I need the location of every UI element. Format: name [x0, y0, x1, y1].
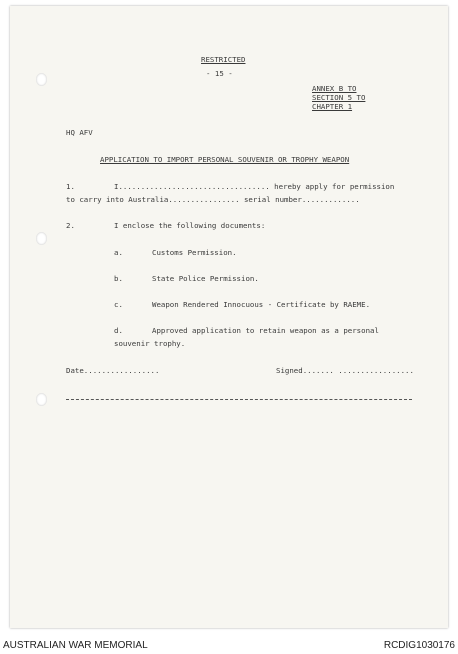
para-1-number: 1.: [66, 182, 75, 191]
page-number: - 15 -: [206, 69, 233, 78]
punch-hole: [36, 73, 47, 86]
signed-line: Signed....... .................: [276, 366, 414, 375]
divider-line: [66, 399, 412, 400]
item-a-letter: a.: [114, 248, 123, 257]
classification-marking: RESTRICTED: [201, 55, 246, 64]
para-1-line-2: to carry into Australia................ serial number.............: [66, 195, 360, 204]
item-b-text: State Police Permission.: [152, 274, 259, 283]
archive-credit: AUSTRALIAN WAR MEMORIAL: [3, 640, 148, 651]
item-d-text-continued: souvenir trophy.: [114, 339, 186, 348]
date-line: Date.................: [66, 366, 160, 375]
addressee: HQ AFV: [66, 128, 93, 137]
item-b-letter: b.: [114, 274, 123, 283]
document-page: [10, 6, 448, 628]
para-1-line-1: I.................................. hereby apply for permission: [114, 182, 395, 191]
punch-hole: [36, 232, 47, 245]
form-title: APPLICATION TO IMPORT PERSONAL SOUVENIR OR TROPHY WEAPON: [100, 155, 350, 164]
para-2-intro: I enclose the following documents:: [114, 221, 266, 230]
item-d-letter: d.: [114, 326, 123, 335]
punch-hole: [36, 393, 47, 406]
annex-line-3: CHAPTER 1: [312, 102, 353, 111]
annex-line-1: ANNEX B TO: [312, 84, 357, 93]
para-2-number: 2.: [66, 221, 75, 230]
item-a-text: Customs Permission.: [152, 248, 237, 257]
item-d-text: Approved application to retain weapon as a personal: [152, 326, 379, 335]
item-c-text: Weapon Rendered Innocuous - Certificate by RAEME.: [152, 300, 371, 309]
item-c-letter: c.: [114, 300, 123, 309]
archive-reference: RCDIG1030176: [383, 640, 455, 651]
annex-line-2: SECTION 5 TO: [312, 93, 366, 102]
